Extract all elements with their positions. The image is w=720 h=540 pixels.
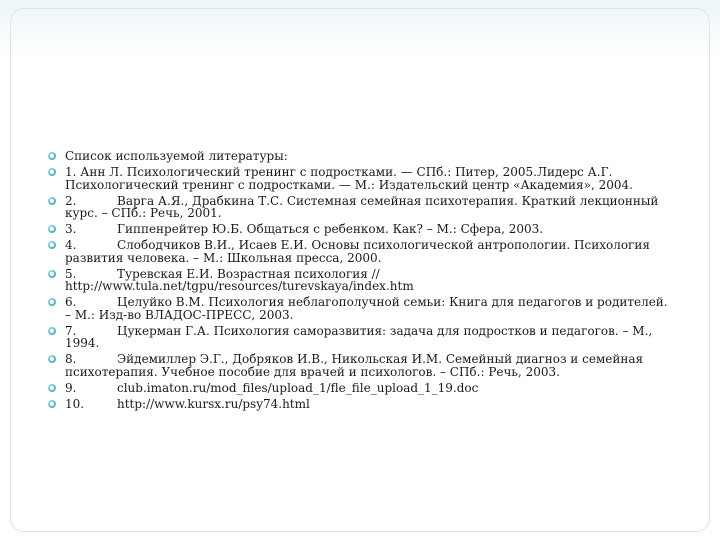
- list-item: [48, 268, 668, 293]
- list-item-text: 1. Анн Л. Психологический тренинг с подростками. — СПб.: Питер, 2005.Лидерс А.Г. Психологический тренинг с подростками. — М.: Издательский центр «Академия», 2004.: [65, 164, 633, 192]
- list-item-number: 6.: [65, 295, 77, 310]
- circle-bullet-icon: [48, 168, 56, 176]
- list-item: [48, 296, 668, 321]
- list-item: [48, 382, 668, 395]
- list-item-text: Слободчиков В.И., Исаев Е.И. Основы психологической антропологии. Психология развития человека. – М.: Школьная пресса, 2000.: [65, 238, 650, 265]
- list-item-number: 4.: [65, 238, 77, 253]
- list-item-text: Гиппенрейтер Ю.Б. Общаться с ребенком. Как? – М.: Сфера, 2003.: [117, 222, 544, 237]
- list-item: [48, 166, 668, 191]
- circle-bullet-icon: [48, 298, 56, 306]
- list-item-text: Цукерман Г.А. Психология саморазвития: задача для подростков и педагогов. – М., 1994.: [65, 323, 653, 351]
- list-item-number: 2.: [65, 193, 77, 208]
- circle-bullet-icon: [48, 384, 56, 392]
- list-item: [48, 353, 668, 378]
- list-item-text: Список используемой литературы:: [65, 149, 288, 163]
- circle-bullet-icon: [48, 152, 56, 160]
- circle-bullet-icon: [48, 197, 56, 205]
- circle-bullet-icon: [48, 327, 56, 335]
- list-item: [48, 325, 668, 350]
- list-item-text: club.imaton.ru/mod_files/upload_1/fle_file_upload_1_19.doc: [117, 381, 479, 396]
- references-content: [48, 150, 668, 414]
- list-item-text: Варга А.Я., Драбкина Т.С. Системная семейная психотерапия. Краткий лекционный курс. – СПб.: Речь, 2001.: [65, 193, 659, 221]
- list-item-text: http://www.kursx.ru/psy74.html: [117, 397, 310, 411]
- list-item: [48, 223, 668, 236]
- list-item: [48, 398, 668, 411]
- list-item-number: 3.: [65, 222, 77, 237]
- list-item-number: 10.: [65, 397, 85, 411]
- list-item-number: 8.: [65, 352, 77, 367]
- list-item: [48, 239, 668, 264]
- list-item-number: 7.: [65, 323, 77, 338]
- list-item-number: 9.: [65, 381, 77, 396]
- circle-bullet-icon: [48, 241, 56, 249]
- list-item: [48, 195, 668, 220]
- list-item-number: 5.: [65, 266, 77, 281]
- list-item-text: Целуйко В.М. Психология неблагополучной семьи: Книга для педагогов и родителей. – М.: Изд-во ВЛАДОС-ПРЕСС, 2003.: [65, 295, 668, 322]
- references-list: [48, 150, 668, 411]
- circle-bullet-icon: [48, 355, 56, 363]
- circle-bullet-icon: [48, 225, 56, 233]
- circle-bullet-icon: [48, 270, 56, 278]
- list-item-text: Туревская Е.И. Возрастная психология // http://www.tula.net/tgpu/resources/turevskaya/index.htm: [65, 266, 414, 294]
- list-item-heading: [48, 150, 668, 163]
- circle-bullet-icon: [48, 400, 56, 408]
- list-item-text: Эйдемиллер Э.Г., Добряков И.В., Никольская И.М. Семейный диагноз и семейная психотерапия. Учебное пособие для врачей и психологов. – СПб.: Речь, 2003.: [65, 352, 644, 380]
